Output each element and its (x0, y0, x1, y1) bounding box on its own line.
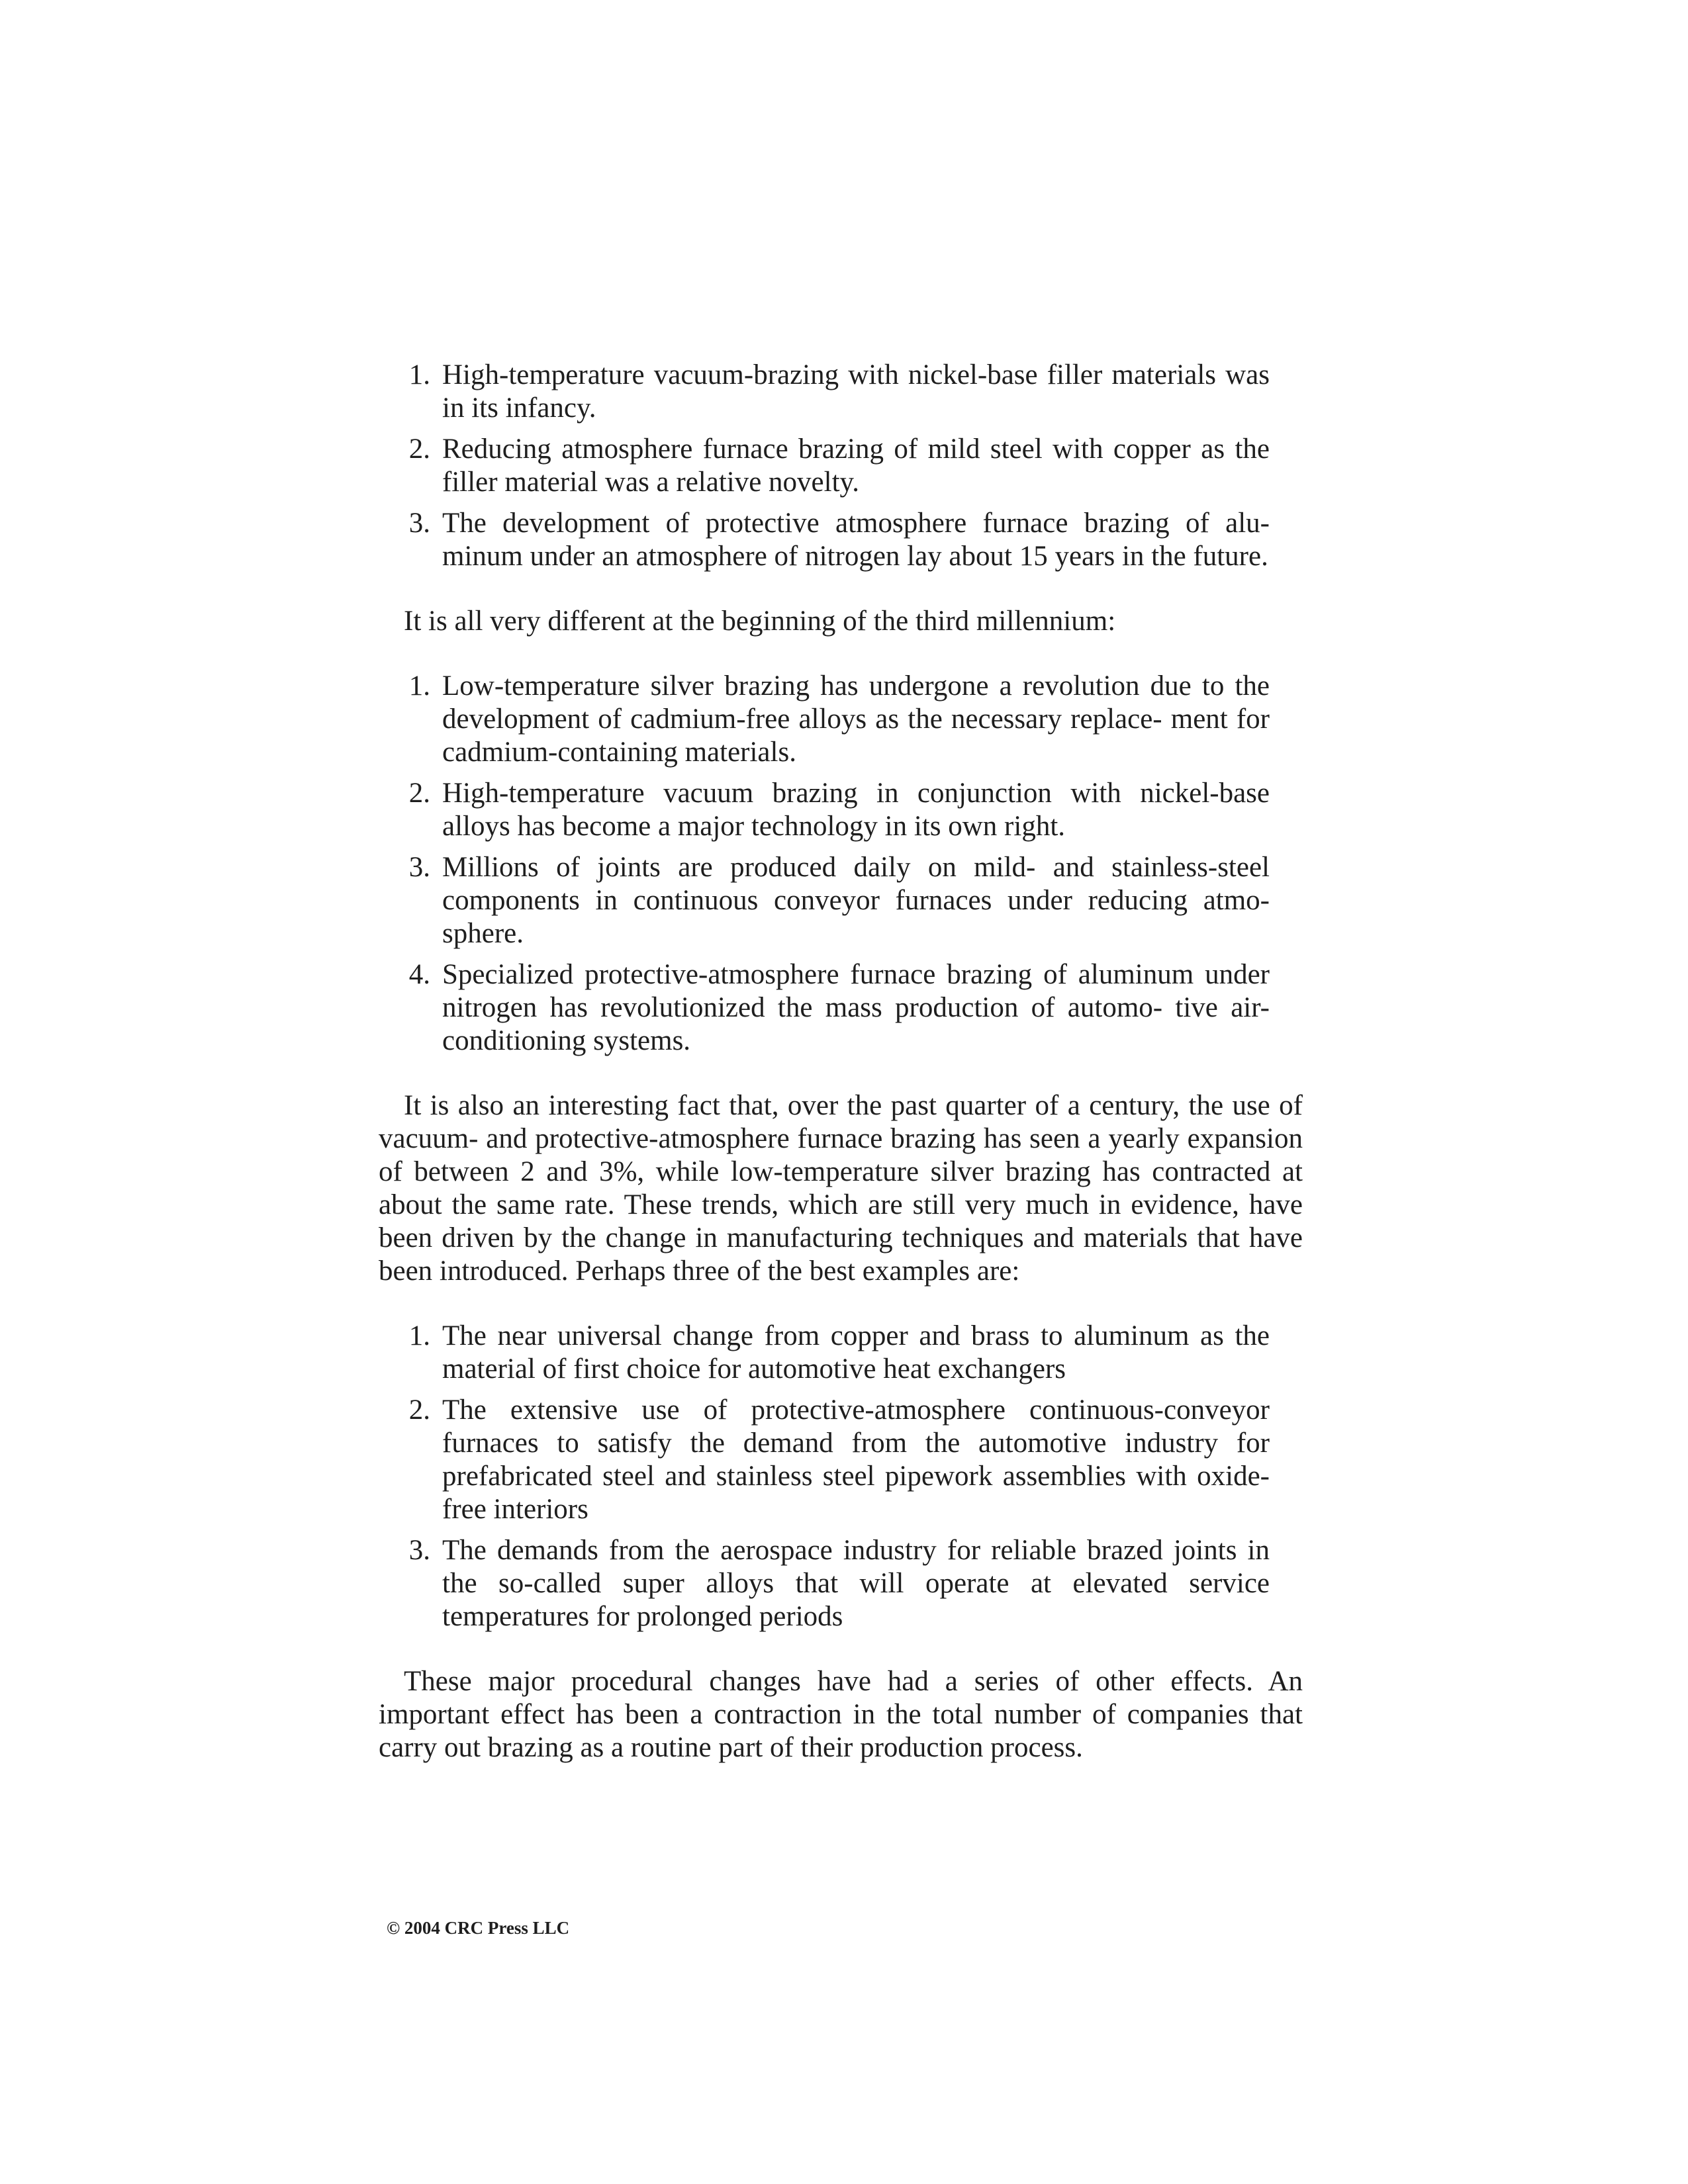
list-item (379, 958, 1303, 1058)
list-item-text: High-temperature vacuum brazing in conjunction with nickel-base alloys has become a major technology in its own right. (442, 778, 1270, 842)
paragraph-procedural-changes: These major procedural changes have had a series of other effects. An important effect has been a contraction in the total number of companies that carry out brazing as a routine part of their production process. (379, 1666, 1303, 1763)
list-item-text: Specialized protective-atmosphere furnace brazing of aluminum under nitrogen has revolutionized the mass production of automo- tive air-conditioning systems. (442, 959, 1270, 1056)
list-item (379, 1534, 1303, 1633)
list-item-text: The demands from the aerospace industry for reliable brazed joints in the so-called super alloys that will operate at elevated service temperatures for prolonged periods (442, 1535, 1270, 1632)
list-item (379, 433, 1303, 499)
list-item-text: Millions of joints are produced daily on mild- and stainless-steel components in continuous conveyor furnaces under reducing atmo- sphere. (442, 852, 1270, 949)
list-item-number: 2. (408, 433, 430, 465)
list-item-number: 1. (408, 1320, 430, 1351)
list-item-number: 2. (408, 1394, 430, 1426)
list-item-text: The extensive use of protective-atmosphere continuous-conveyor furnaces to satisfy the demand from the automotive industry for prefabricated steel and stainless steel pipework assemblies with oxide-free interiors (442, 1394, 1270, 1525)
list-item-text: The development of protective atmosphere furnace brazing of alu- minum under an atmosphere of nitrogen lay about 15 years in the future. (442, 508, 1270, 572)
paragraph-trends: It is also an interesting fact that, over the past quarter of a century, the use of vacuum- and protective-atmosphere furnace brazing has seen a yearly expansion of between 2 and 3%, while low-temperature silver brazing has contracted at about the same rate. These trends, which are still very much in evidence, have been driven by the change in manufacturing techniques and materials that have been introduced. Perhaps three of the best examples are: (379, 1090, 1303, 1287)
list-item (379, 851, 1303, 950)
list-item-text: High-temperature vacuum-brazing with nickel-base filler materials was in its infancy. (442, 359, 1270, 424)
list-item (379, 777, 1303, 843)
copyright-footer: © 2004 CRC Press LLC (387, 1918, 570, 1938)
current-state-list (379, 670, 1303, 1058)
list-item-number: 3. (408, 508, 430, 539)
list-item-number: 2. (408, 778, 430, 809)
list-item-number: 4. (408, 959, 430, 990)
list-item-text: Reducing atmosphere furnace brazing of mild steel with copper as the filler material was a relative novelty. (442, 433, 1270, 498)
list-item-text: The near universal change from copper and brass to aluminum as the material of first choice for automotive heat exchangers (442, 1320, 1270, 1385)
list-item-text: Low-temperature silver brazing has undergone a revolution due to the development of cadmium-free alloys as the necessary replace- ment for cadmium-containing materials. (442, 670, 1270, 768)
early-state-list (379, 359, 1303, 573)
list-item (379, 507, 1303, 573)
examples-list (379, 1320, 1303, 1633)
list-item-number: 1. (408, 359, 430, 390)
list-item-number: 1. (408, 670, 430, 702)
list-item (379, 1320, 1303, 1386)
list-item (379, 670, 1303, 769)
list-item (379, 1394, 1303, 1526)
paragraph-third-millennium: It is all very different at the beginning of the third millennium: (404, 606, 1116, 637)
list-item (379, 359, 1303, 425)
list-item-number: 3. (408, 1535, 430, 1566)
page-body (379, 359, 1303, 1764)
list-item-number: 3. (408, 852, 430, 883)
